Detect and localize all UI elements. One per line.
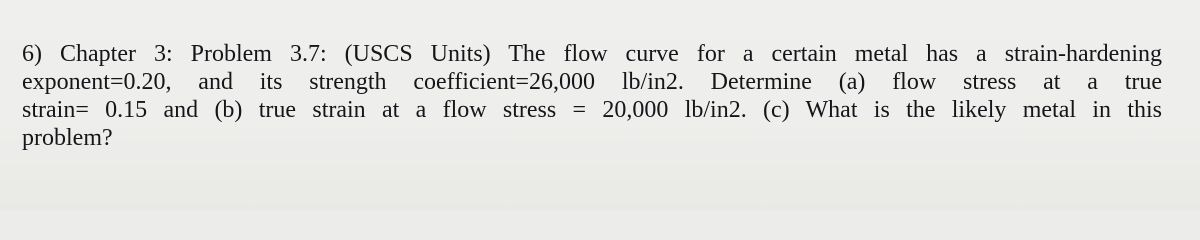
problem-statement: [22, 40, 1162, 152]
problem-line: problem?: [22, 125, 113, 151]
next-problem-cutoff: [22, 198, 1162, 212]
problem-line: strain= 0.15 and (b) true strain at a flow stress = 20,000 lb/in2. (c) What is the likely metal in this: [22, 97, 1162, 123]
problem-line: 6) Chapter 3: Problem 3.7: (USCS Units) The flow curve for a certain metal has a strain-hardening: [22, 41, 1162, 67]
problem-line: exponent=0.20, and its strength coefficient=26,000 lb/in2. Determine (a) flow stress at a true: [22, 69, 1162, 95]
